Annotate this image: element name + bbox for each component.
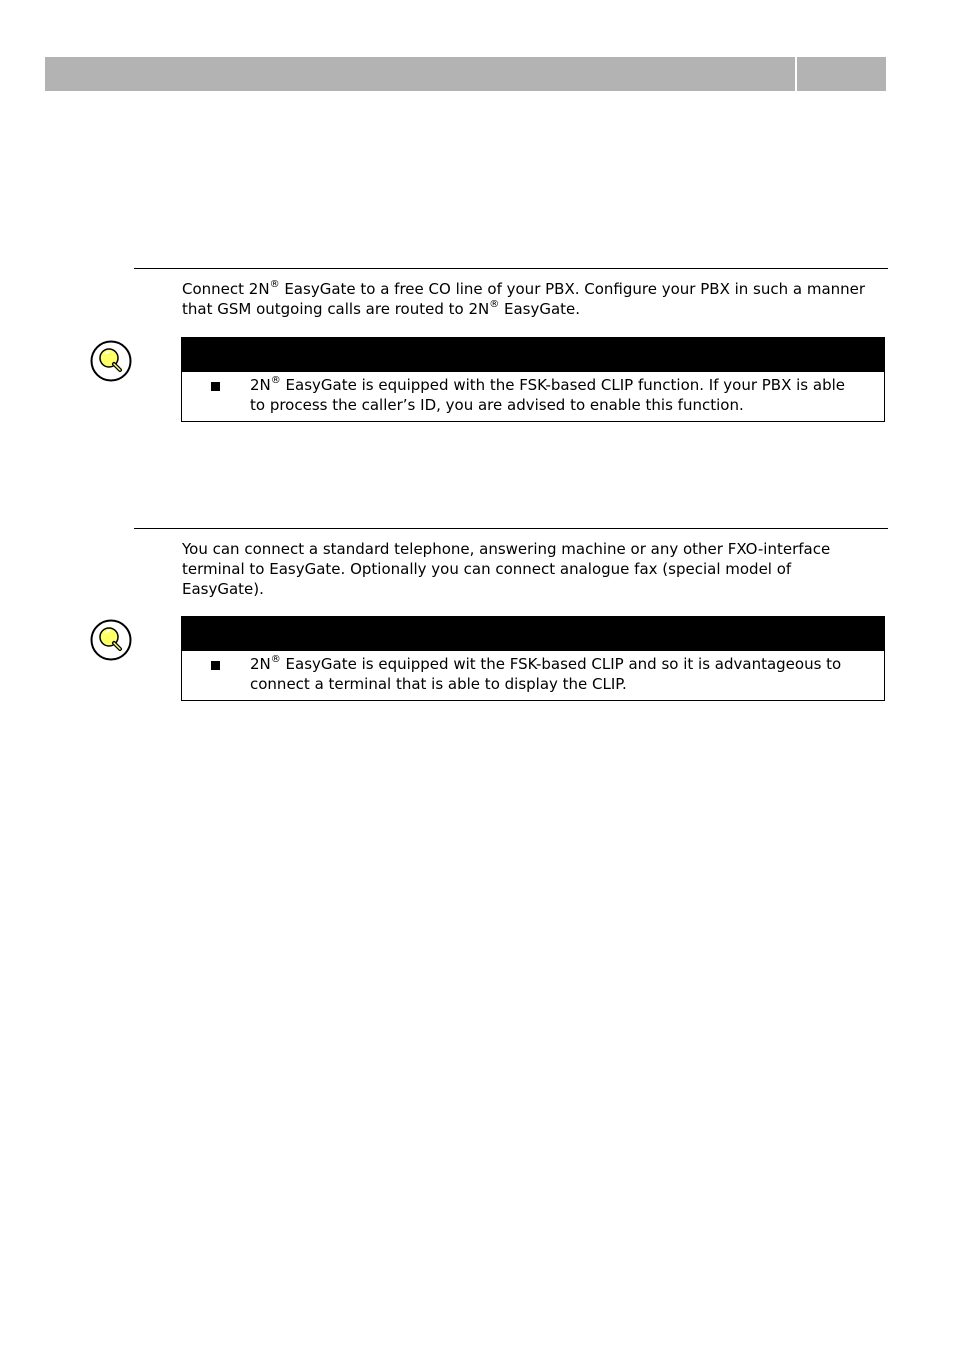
square-bullet-icon — [211, 382, 220, 391]
lightbulb-icon — [90, 340, 132, 382]
section-divider — [134, 268, 888, 269]
square-bullet-icon — [211, 661, 220, 670]
section-divider — [134, 528, 888, 529]
tip-box-1 — [181, 337, 885, 422]
header-bar — [45, 57, 795, 91]
header-page-box — [797, 57, 886, 91]
tip-text: 2N® EasyGate is equipped with the FSK-based CLIP function. If your PBX is able to process the caller’s ID, you are advised to enable this function. — [250, 375, 845, 414]
section-1-intro: Connect 2N® EasyGate to a free CO line of your PBX. Configure your PBX in such a manner that GSM outgoing calls are routed to 2N® EasyGate. — [182, 279, 866, 318]
tip-box-header — [182, 617, 884, 651]
tip-text: 2N® EasyGate is equipped wit the FSK-based CLIP and so it is advantageous to connect a terminal that is able to display the CLIP. — [250, 654, 842, 693]
tip-box-2 — [181, 616, 885, 701]
tip-box-header — [182, 338, 884, 372]
tip-box-body — [182, 651, 884, 700]
lightbulb-icon — [90, 619, 132, 661]
section-2-intro: You can connect a standard telephone, answering machine or any other FXO-interface terminal to EasyGate. Optionally you can connect analogue fax (special model of EasyGate). — [182, 540, 831, 598]
tip-box-body — [182, 372, 884, 421]
